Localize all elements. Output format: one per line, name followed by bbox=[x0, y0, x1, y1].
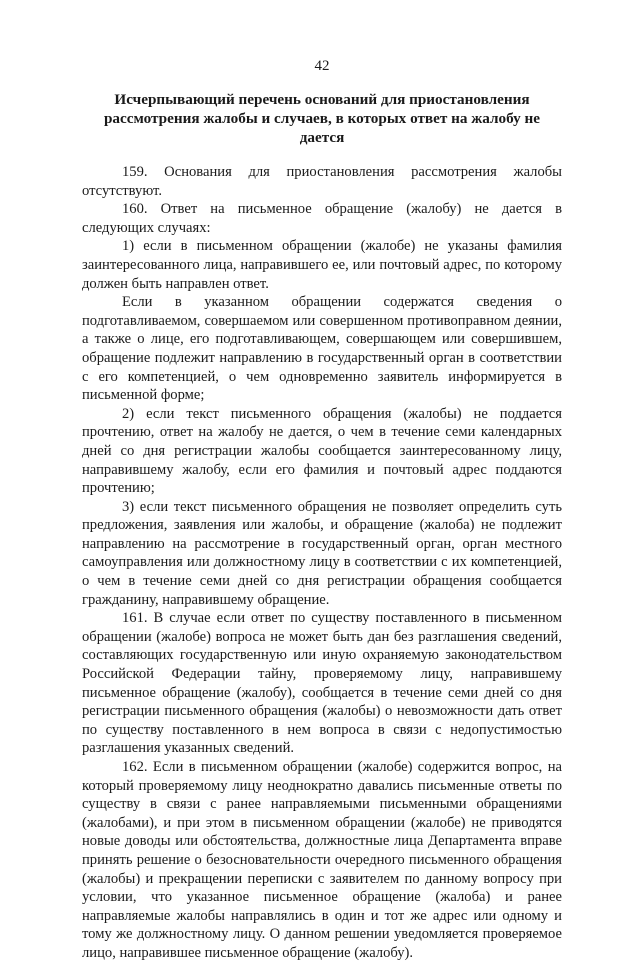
paragraph-160-item-2: 2) если текст письменного обращения (жалобы) не поддается прочтению, ответ на жалобу не дается, о чем в течение семи календарных дней со дня регистрации жалобы сообщается заинтересованному лицу, направившему жалобу, если его фамилия и почтовый адрес поддаются прочтению; bbox=[82, 405, 562, 497]
paragraph-162: 162. Если в письменном обращении (жалобе) содержится вопрос, на который проверяемому лицу неоднократно давались письменные ответы по существу в связи с ранее направляемыми письменными обращениями (жалобами), и при этом в письменном обращении (жалобе) не приводятся новые доводы или обстоятельства, должностные лица Департамента вправе принять решение о безосновательности очередного письменного обращения (жалобы) и прекращении переписки с заявителем по данному вопросу при условии, что указанное письменное обращение (жалоба) и ранее направляемые жалобы направлялись в один и тот же адрес или одному и тому же должностному лицу. О данном решении уведомляется проверяемое лицо, направившее письменное обращение (жалобу). bbox=[82, 759, 562, 961]
page-number: 42 bbox=[314, 58, 330, 74]
paragraph-159: 159. Основания для приостановления рассмотрения жалобы отсутствуют. bbox=[82, 164, 562, 199]
paragraph-160: 160. Ответ на письменное обращение (жалобу) не дается в следующих случаях: bbox=[82, 201, 562, 236]
paragraph-160-item-1: 1) если в письменном обращении (жалобе) не указаны фамилия заинтересованного лица, направившего ее, или почтовый адрес, по которому должен быть направлен ответ. bbox=[82, 238, 562, 292]
paragraph-161: 161. В случае если ответ по существу поставленного в письменном обращении (жалобе) вопроса не может быть дан без разглашения сведений, составляющих государственную или иную охраняемую законодательством Российской Федерации тайну, проверяемому лицу, направившему письменное обращение (жалобу), сообщается в течение семи дней со дня регистрации письменного обращения (жалобы) о невозможности дать ответ по существу поставленного в нем вопроса в связи с недопустимостью разглашения указанных сведений. bbox=[82, 610, 562, 757]
paragraph-160-item-1-continued: Если в указанном обращении содержатся сведения о подготавливаемом, совершаемом или совершенном противоправном деянии, а также о лице, его подготавливающем, совершающем или совершившем, обращение подлежит направлению в государственный орган в соответствии с его компетенцией, о чем одновременно заявитель информируется в письменной форме; bbox=[82, 294, 562, 404]
section-heading: Исчерпывающий перечень оснований для приостановления рассмотрения жалобы и случаев, в которых ответ на жалобу не дается bbox=[103, 91, 541, 146]
paragraph-160-item-3: 3) если текст письменного обращения не позволяет определить суть предложения, заявления или жалобы, и обращение (жалоба) не подлежит направлению на рассмотрение в государственный орган, орган местного самоуправления или должностному лицу в соответствии с их компетенцией, о чем в течение семи дней со дня регистрации обращения сообщается гражданину, направившему обращение. bbox=[82, 498, 562, 608]
